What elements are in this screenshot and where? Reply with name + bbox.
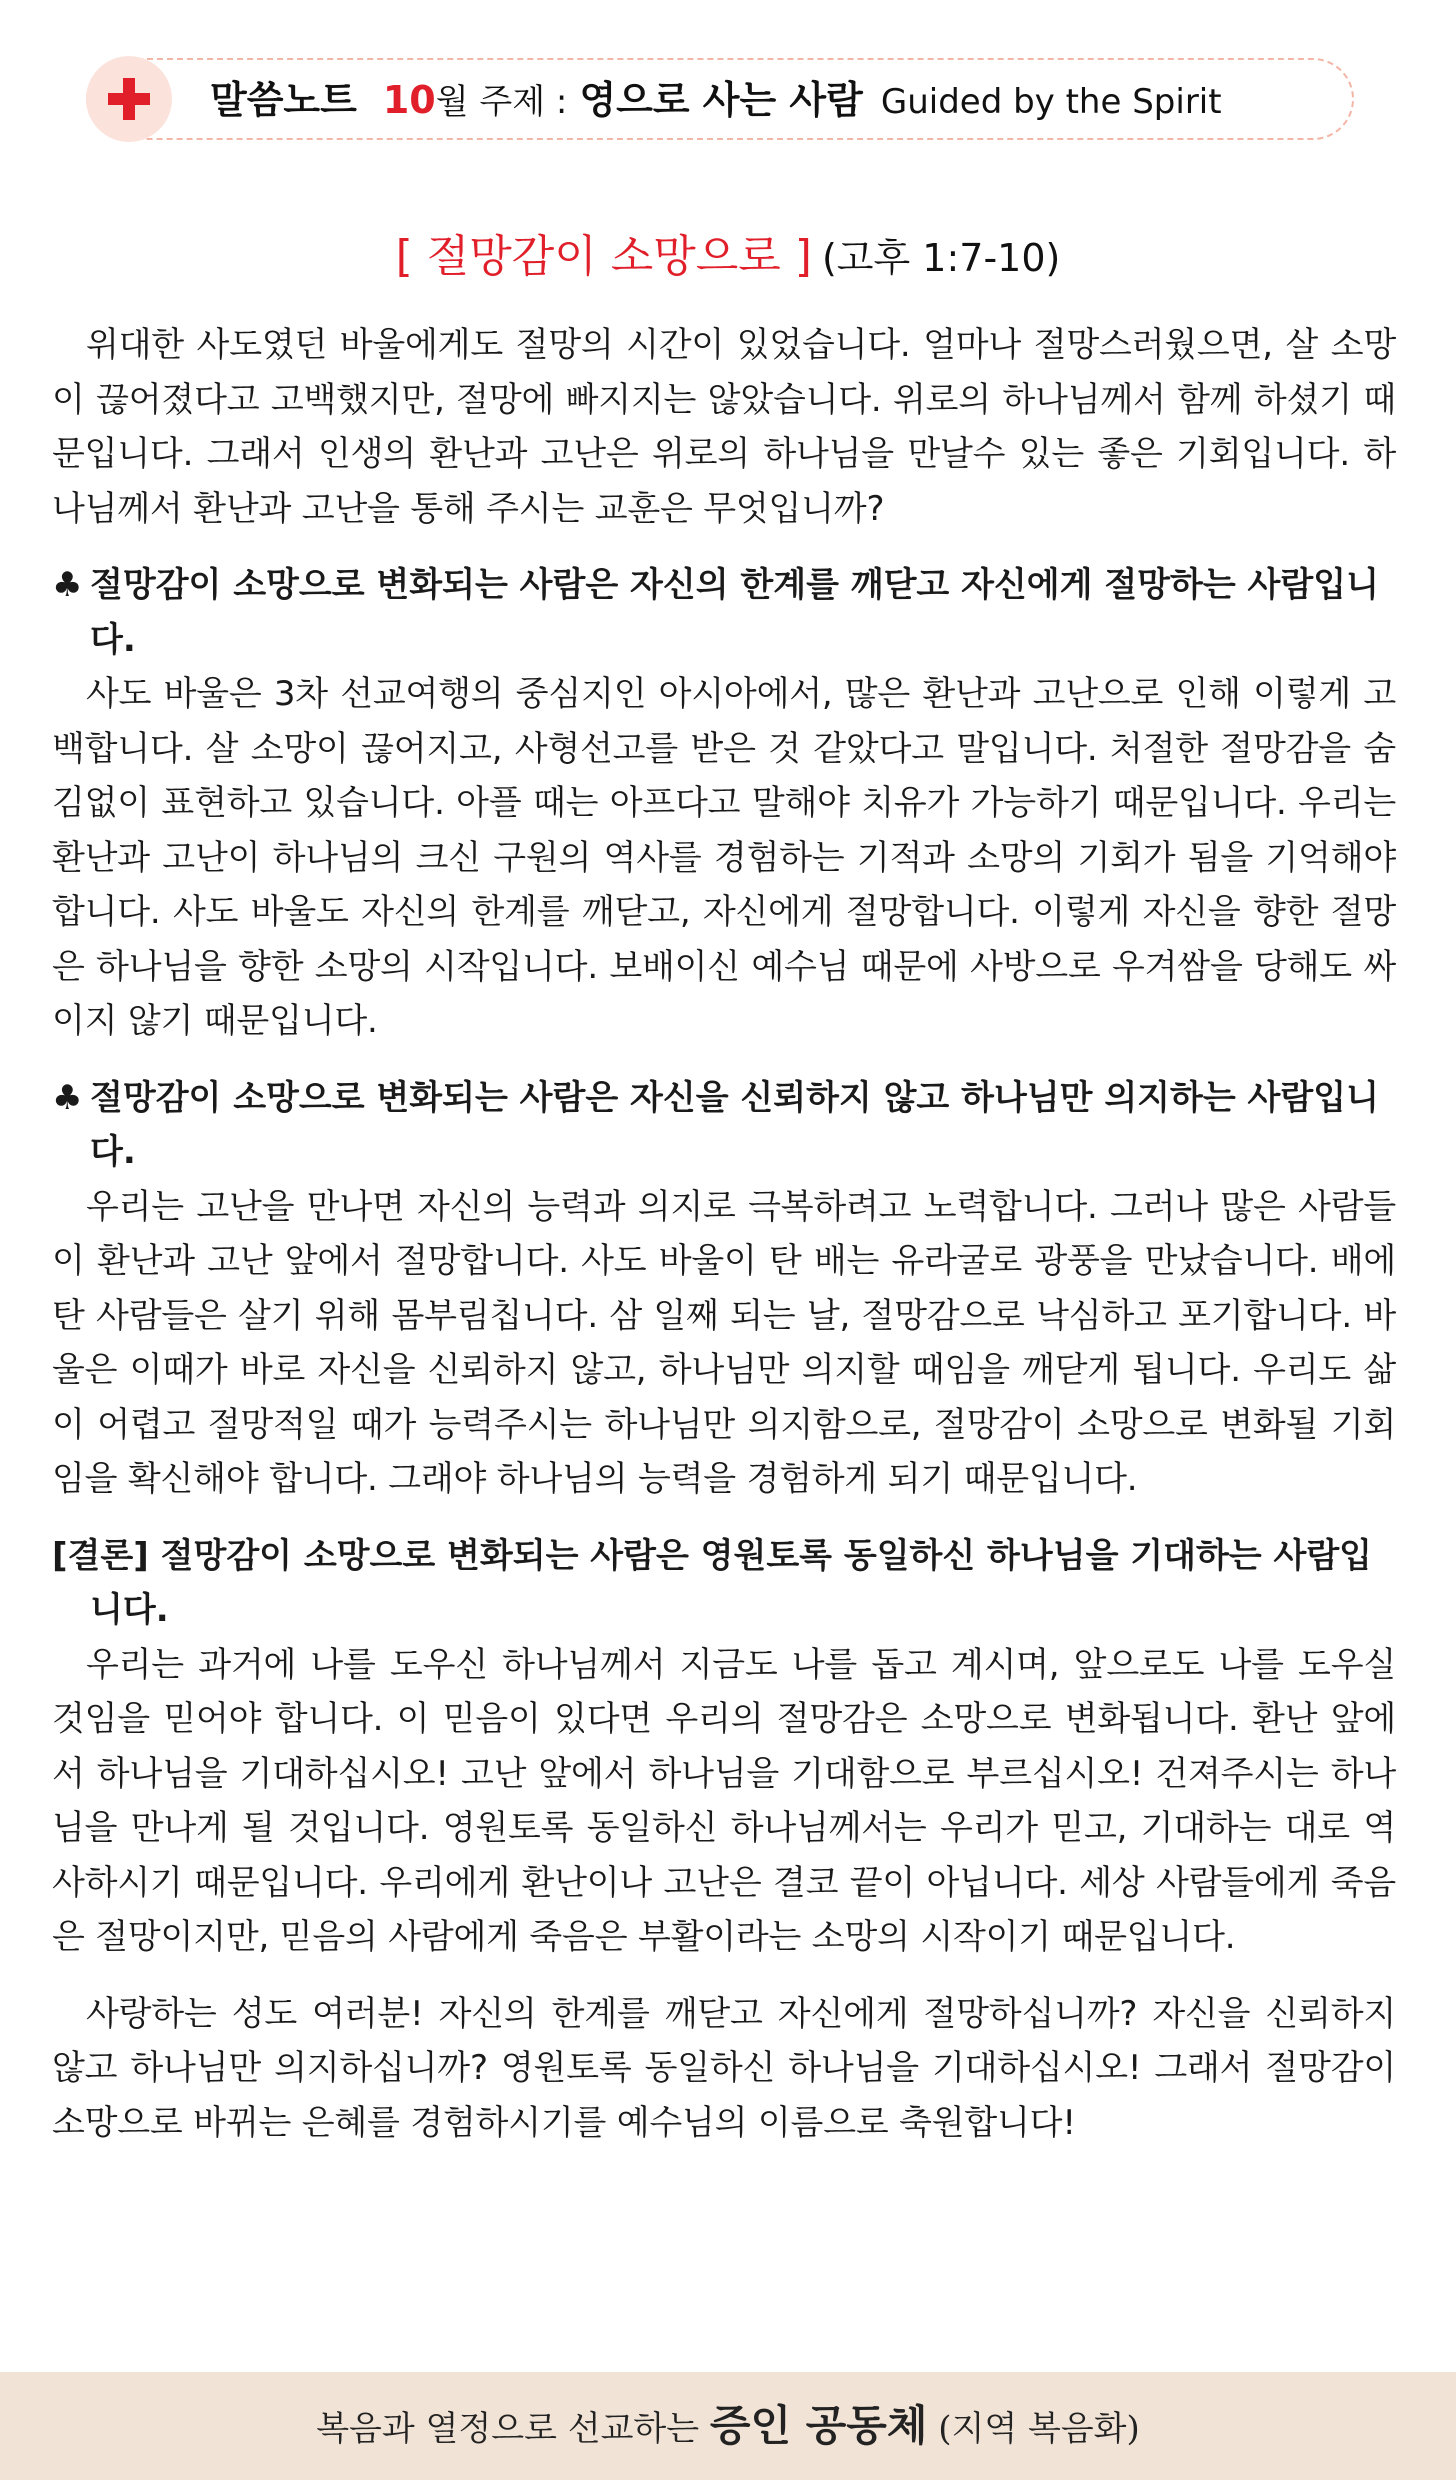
point-2-body: 우리는 고난을 만나면 자신의 능력과 의지로 극복하려고 노력합니다. 그러나 많은 사람들이 환난과 고난 앞에서 절망합니다. 사도 바울이 탄 배는 유라굴로 광풍을 만났습니다. 배에 탄 사람들은 살기 위해 몸부림칩니다. 삼 일째 되는 날, 절망감으로 낙심하고 포기합니다. 바울은 이때가 바로 자신을 신뢰하지 않고, 하나님만 의지할 때임을 깨닫게 됩니다. 우리도 삶이 어렵고 절망적일 때가 능력주시는 하나님만 의지함으로, 절망감이 소망으로 변화될 기회임을 확신해야 합니다. 그래야 하나님의 능력을 경험하게 되기 때문입니다. xyxy=(52,1186,1396,1499)
series-name: 말씀노트 xyxy=(210,78,357,122)
red-cross-icon xyxy=(86,56,172,142)
conclusion-heading-text: 절망감이 소망으로 변화되는 사람은 영원토록 동일하신 하나님을 기대하는 사람입니다. xyxy=(90,1535,1373,1630)
scripture-reference: (고후 1:7-10) xyxy=(821,236,1061,280)
club-icon: ♣ xyxy=(52,565,83,605)
point-2-heading xyxy=(52,1071,1396,1180)
point-1-body: 사도 바울은 3차 선교여행의 중심지인 아시아에서, 많은 환난과 고난으로 인해 이렇게 고백합니다. 살 소망이 끊어지고, 사형선고를 받은 것 같았다고 말입니다. 처절한 절망감을 숨김없이 표현하고 있습니다. 아플 때는 아프다고 말해야 치유가 가능하기 때문입니다. 우리는 환난과 고난이 하나님의 크신 구원의 역사를 경험하는 기적과 소망의 기회가 됨을 기억해야 합니다. 사도 바울도 자신의 한계를 깨닫고, 자신에게 절망합니다. 이렇게 자신을 향한 절망은 하나님을 향한 소망의 시작입니다. 보배이신 예수님 때문에 사방으로 우겨쌈을 당해도 싸이지 않기 때문입니다. xyxy=(52,674,1396,1041)
sermon-title: [ 절망감이 소망으로 ] xyxy=(395,231,812,282)
conclusion-heading xyxy=(52,1529,1396,1638)
month-number: 10 xyxy=(382,78,436,122)
closing-paragraph: 사랑하는 성도 여러분! 자신의 한계를 깨닫고 자신에게 절망하십니까? 자신을 신뢰하지 않고 하나님만 의지하십니까? 영원토록 동일하신 하나님을 기대하십시오! 그래서 절망감이 소망으로 바뀌는 은혜를 경험하시기를 예수님의 이름으로 축원합니다! xyxy=(52,1993,1396,2143)
point-2-heading-text: 절망감이 소망으로 변화되는 사람은 자신을 신뢰하지 않고 하나님만 의지하는 사람입니다. xyxy=(90,1077,1379,1172)
footer-prefix: 복음과 열정으로 선교하는 xyxy=(316,2409,700,2449)
theme-english: Guided by the Spirit xyxy=(880,82,1222,122)
conclusion-body: 우리는 과거에 나를 도우신 하나님께서 지금도 나를 돕고 계시며, 앞으로도 나를 도우실 것임을 믿어야 합니다. 이 믿음이 있다면 우리의 절망감은 소망으로 변화됩니다. 환난 앞에서 하나님을 기대하십시오! 고난 앞에서 하나님을 기대함으로 부르십시오! 건져주시는 하나님을 만나게 될 것입니다. 영원토록 동일하신 하나님께서는 우리가 믿고, 기대하는 대로 역사하시기 때문입니다. 우리에게 환난이나 고난은 결코 끝이 아닙니다. 세상 사람들에게 죽음은 절망이지만, 믿음의 사람에게 죽음은 부활이라는 소망의 시작이기 때문입니다. xyxy=(52,1644,1396,1957)
point-1-heading-text: 절망감이 소망으로 변화되는 사람은 자신의 한계를 깨닫고 자신에게 절망하는 사람입니다. xyxy=(90,565,1379,660)
sermon-body xyxy=(52,318,1396,2150)
month-label: 월 주제 : xyxy=(435,82,568,122)
theme-title: 영으로 사는 사람 xyxy=(579,78,863,122)
banner-text xyxy=(210,70,1222,130)
intro-paragraph: 위대한 사도였던 바울에게도 절망의 시간이 있었습니다. 얼마나 절망스러웠으면, 살 소망이 끊어졌다고 고백했지만, 절망에 빠지지는 않았습니다. 위로의 하나님께서 함께 하셨기 때문입니다. 그래서 인생의 환난과 고난은 위로의 하나님을 만날수 있는 좋은 기회입니다. 하나님께서 환난과 고난을 통해 주시는 교훈은 무엇입니까? xyxy=(52,325,1396,529)
point-1-heading xyxy=(52,558,1396,667)
sermon-title-line xyxy=(0,222,1456,293)
club-icon: ♣ xyxy=(52,1077,83,1118)
footer-community-name: 증인 공동체 xyxy=(709,2401,928,2450)
footer-suffix: (지역 복음화) xyxy=(938,2409,1140,2449)
footer-slogan xyxy=(0,2372,1456,2480)
conclusion-marker: [결론] xyxy=(52,1535,149,1576)
footer-bar xyxy=(0,2372,1456,2480)
